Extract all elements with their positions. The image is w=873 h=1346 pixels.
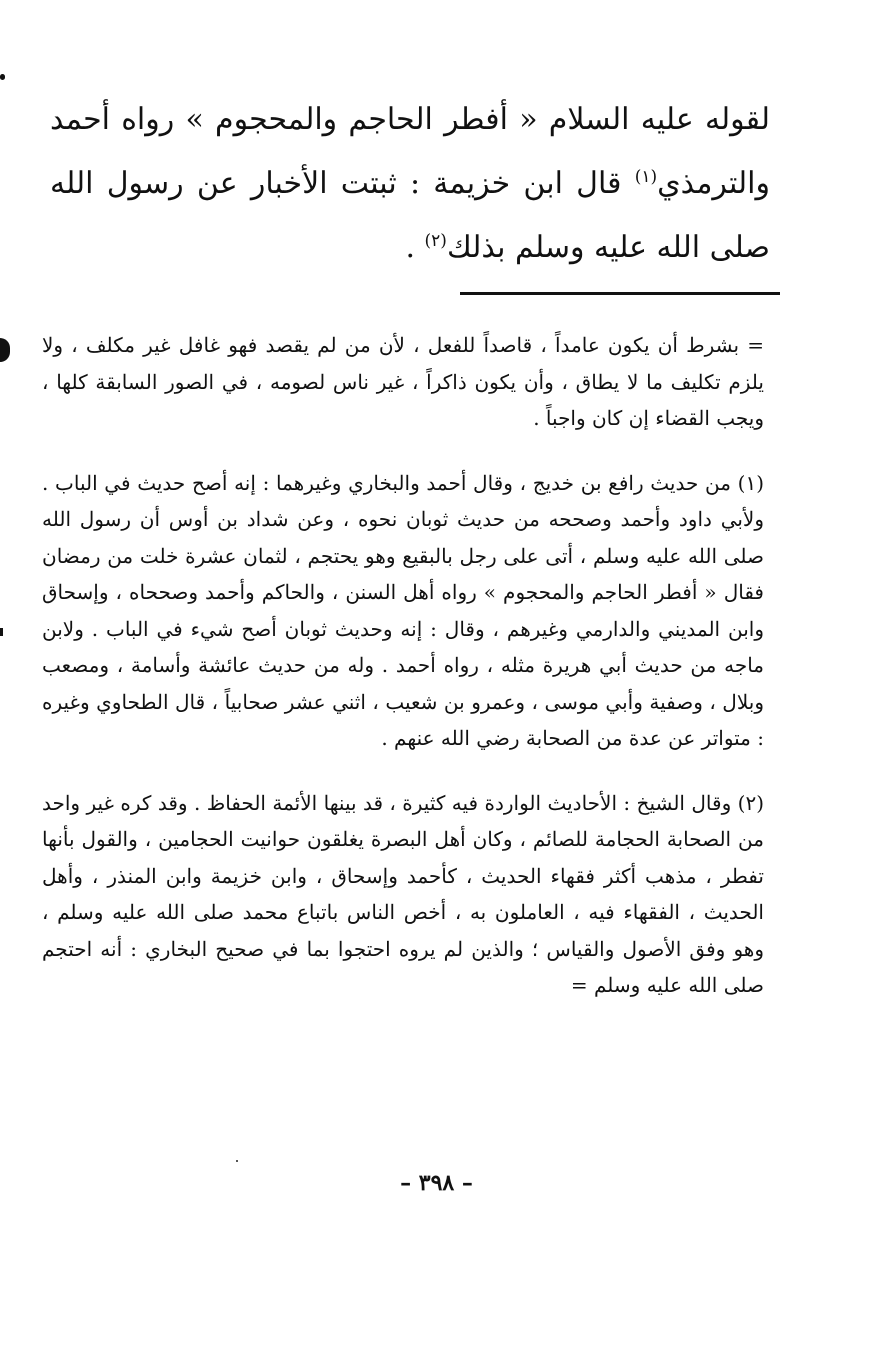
footnote-2: (٢) وقال الشيخ : الأحاديث الواردة فيه كثيرة ، قد بينها الأئمة الحفاظ . وقد كره غير واحد من الصحابة الحجامة للصائم ، وكان أهل البصرة يغلقون حوانيت الحجامين ، والقول بأنها تفطر ، مذهب أكثر فقهاء الحديث ، كأحمد وإسحاق ، وابن خزيمة وابن المنذر ، وأهل الحديث ، الفقهاء فيه ، العاملون به ، أخص الناس باتباع محمد صلى الله عليه وسلم ، وهو وفق الأصول والقياس ؛ والذين لم يروه احتجوا بما في صحيح البخاري : أنه احتجم صلى الله عليه وسلم = xyxy=(42,790,764,997)
footnote-ref-1: (١) xyxy=(634,167,658,187)
main-text-part: لقوله عليه السلام « أفطر الحاجم والمحجوم » رواه أحمد والترمذي xyxy=(50,102,770,201)
scan-edge-mark xyxy=(0,628,3,636)
scan-edge-mark xyxy=(0,338,10,362)
footnote-continuation: = بشرط أن يكون عامداً ، قاصداً للفعل ، لأن من لم يقصد فهو غافل غير مكلف ، ولا يلزم تكليف ما لا يطاق ، وأن يكون ذاكراً ، غير ناس لصومه ، في الصور السابقة كلها ، ويجب القضاء إن كان واجباً . xyxy=(42,333,764,430)
main-text-part: . xyxy=(405,230,425,265)
main-text-part: قال ابن خزيمة : ثبتت الأخبار عن رسول الله صلى الله عليه وسلم بذلك xyxy=(50,166,770,265)
footnotes xyxy=(42,327,764,1004)
page-number: – ٣٩٨ – xyxy=(400,1170,473,1196)
scan-speck xyxy=(236,1160,238,1162)
main-text xyxy=(50,88,770,280)
scan-edge-mark xyxy=(0,74,5,80)
main-paragraph xyxy=(50,88,770,280)
footnote-1: (١) من حديث رافع بن خديج ، وقال أحمد والبخاري وغيرهما : إنه أصح حديث في الباب . ولأبي داود وأحمد وصححه من حديث ثوبان نحوه ، وعن شداد بن أوس أن رسول الله صلى الله عليه وسلم ، أتى على رجل بالبقيع وهو يحتجم ، لثمان عشرة خلت من رمضان فقال « أفطر الحاجم والمحجوم » رواه أهل السنن ، والحاكم وأحمد وصححاه ، وإسحاق وابن المديني والدارمي وغيرهم ، وقال : إنه وحديث ثوبان أصح شيء في الباب . ولابن ماجه من حديث أبي هريرة مثله ، رواه أحمد . وله من حديث عائشة وأسامة ، ومصعب وبلال ، وصفية وأبي موسى ، وعمرو بن شعيب ، اثني عشر صحابياً ، قال الطحاوي وغيره : متواتر عن عدة من الصحابة رضي الله عنهم . xyxy=(42,470,764,750)
footnote-ref-2: (٢) xyxy=(424,231,447,251)
footnote-separator xyxy=(460,292,780,295)
